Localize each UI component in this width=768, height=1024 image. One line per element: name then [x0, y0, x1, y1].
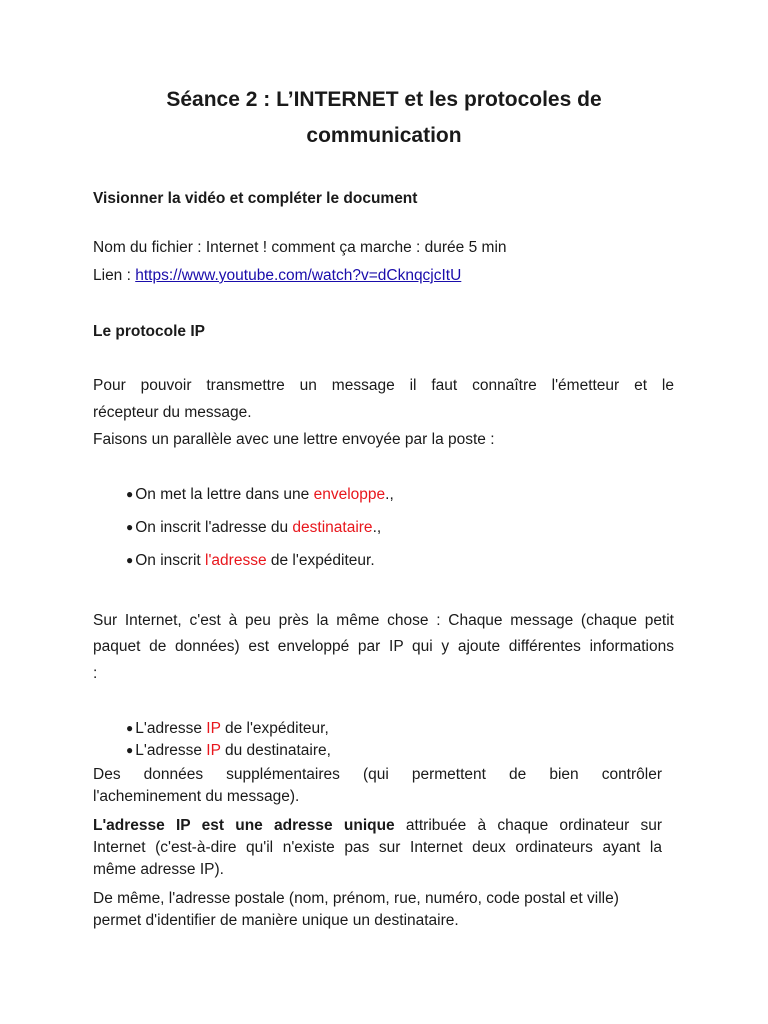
bullet-icon: ● — [126, 487, 134, 501]
list-item: ● L'adresse IP du destinataire, — [126, 742, 331, 759]
bullet-icon: ● — [126, 520, 134, 534]
paragraph1-line3: Faisons un parallèle avec une lettre envoyée par la poste : — [93, 431, 495, 448]
paragraph4-line2: Internet (c'est-à-dire qu'il n'existe pas sur Internet deux ordinateurs ayant la — [93, 839, 662, 856]
instruction-heading: Visionner la vidéo et compléter le document — [93, 190, 418, 207]
page-title-line1: Séance 2 : L’INTERNET et les protocoles de — [166, 88, 602, 111]
paragraph5-line2: permet d'identifier de manière unique un destinataire. — [93, 912, 459, 929]
bold-phrase: L'adresse IP est une adresse unique — [93, 817, 395, 834]
paragraph2-line3: : — [93, 665, 98, 682]
list-item: ● L'adresse IP de l'expéditeur, — [126, 720, 329, 737]
list-item: ● On inscrit l'adresse de l'expéditeur. — [126, 552, 375, 569]
paragraph1-line2: récepteur du message. — [93, 404, 252, 421]
paragraph2-line1: Sur Internet, c'est à peu près la même chose : Chaque message (chaque petit — [93, 612, 674, 629]
link-line — [93, 267, 461, 285]
paragraph1-line1: Pour pouvoir transmettre un message il faut connaître l'émetteur et le — [93, 377, 674, 394]
file-name-line: Nom du fichier : Internet ! comment ça marche : durée 5 min — [93, 239, 507, 256]
paragraph2-line2: paquet de données) est enveloppé par IP qui y ajoute différentes informations — [93, 638, 674, 655]
section-heading-ip: Le protocole IP — [93, 323, 205, 340]
paragraph4-line1: L'adresse IP est une adresse unique attribuée à chaque ordinateur sur — [93, 817, 663, 834]
bullet-icon: ● — [126, 721, 134, 735]
list-item: ● On inscrit l'adresse du destinataire., — [126, 519, 382, 536]
link-label: Lien : — [93, 267, 136, 284]
paragraph5-line1: De même, l'adresse postale (nom, prénom, rue, numéro, code postal et ville) — [93, 890, 619, 907]
paragraph3-line2: l'acheminement du message). — [93, 788, 300, 805]
list-item: ● On met la lettre dans une enveloppe., — [126, 486, 394, 503]
youtube-link[interactable]: https://www.youtube.com/watch?v=dCknqcjcItU — [135, 267, 462, 284]
bullet-icon: ● — [126, 743, 134, 757]
bullet-icon: ● — [126, 553, 134, 567]
page-title-line2: communication — [306, 124, 462, 147]
paragraph3-line1: Des données supplémentaires (qui permettent de bien contrôler — [93, 766, 662, 783]
paragraph4-line3: même adresse IP). — [93, 861, 224, 878]
